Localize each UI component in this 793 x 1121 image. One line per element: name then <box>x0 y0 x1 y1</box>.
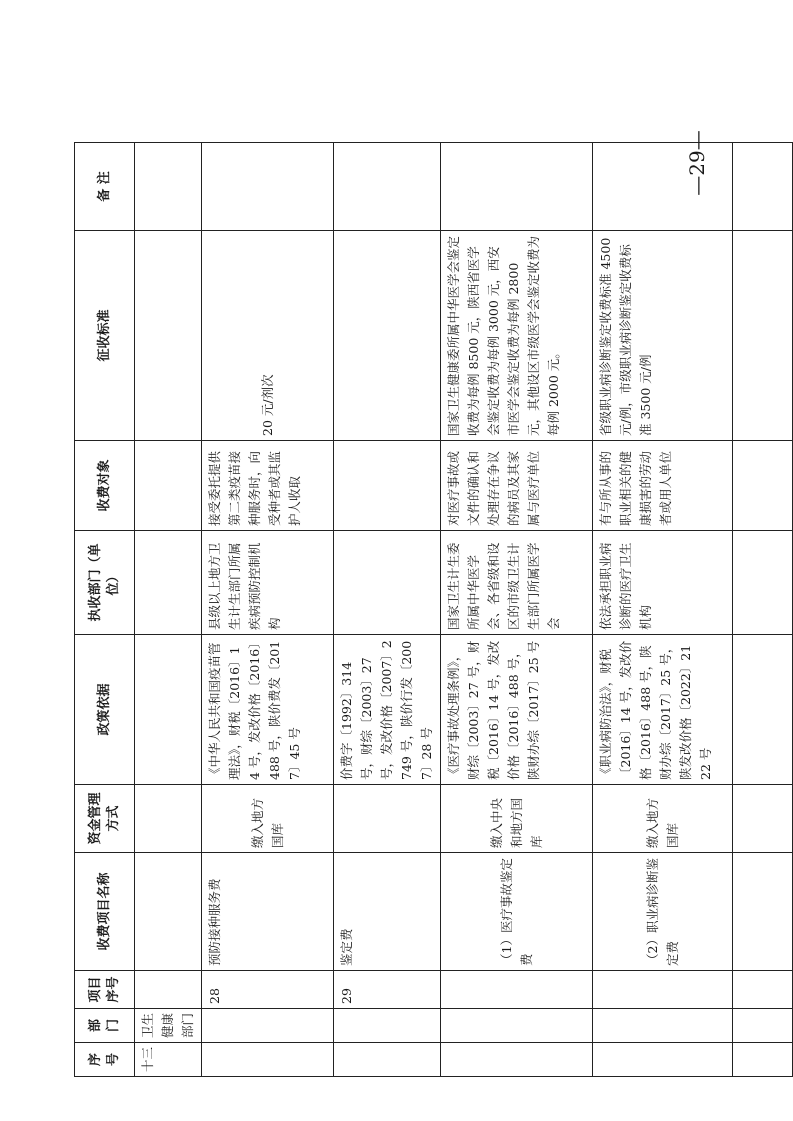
cell-policy: 《中华人民共和国疫苗管理法》，财税〔2016〕14 号，发改价格〔2016〕488 号，陕价费发〔2017〕45 号 <box>202 635 334 785</box>
cell-empty <box>135 231 202 441</box>
header-seq: 序号 <box>75 1043 135 1077</box>
header-dept: 部门 <box>75 1009 135 1043</box>
table-header-row <box>75 143 135 1077</box>
header-name: 收费项目名称 <box>75 853 135 971</box>
table-row <box>202 143 334 1077</box>
cell-empty <box>733 1009 793 1043</box>
cell-name: 预防接种服务费 <box>202 853 334 971</box>
cell-unit <box>334 531 441 635</box>
section-seq: 十三 <box>135 1043 202 1077</box>
cell-seq <box>202 1043 334 1077</box>
cell-policy: 《医疗事故处理条例》，财综〔2003〕27 号，财税〔2016〕14 号，发改价格〔2016〕488 号，陕财办综〔2017〕25 号 <box>441 635 593 785</box>
cell-empty <box>733 1043 793 1077</box>
cell-empty <box>733 853 793 971</box>
cell-fund <box>334 785 441 853</box>
cell-empty <box>733 531 793 635</box>
cell-empty <box>733 635 793 785</box>
header-payer: 收费对象 <box>75 441 135 531</box>
table-row <box>593 143 733 1077</box>
cell-empty <box>135 853 202 971</box>
cell-payer <box>334 441 441 531</box>
rotated-table-container <box>74 130 760 1077</box>
page-number: —29— <box>685 130 709 196</box>
table-row <box>733 143 793 1077</box>
cell-empty <box>135 441 202 531</box>
cell-empty <box>733 441 793 531</box>
fee-table <box>74 130 793 1077</box>
cell-empty <box>135 785 202 853</box>
cell-standard: 20 元/剂次 <box>202 231 334 441</box>
cell-standard: 省级职业病诊断鉴定收费标准 4500 元/例，市级职业病诊断鉴定收费标准 3500 元/例 <box>593 231 733 441</box>
cell-note <box>334 143 441 231</box>
header-fund: 资金管理方式 <box>75 785 135 853</box>
cell-empty <box>733 971 793 1009</box>
cell-unit: 县级以上地方卫生计生部门所属疾病预防控制机构 <box>202 531 334 635</box>
cell-name: 鉴定费 <box>334 853 441 971</box>
cell-note <box>441 143 593 231</box>
cell-standard <box>334 231 441 441</box>
cell-name: （2）职业病诊断鉴定费 <box>593 853 733 971</box>
table-row <box>334 143 441 1077</box>
cell-empty <box>135 143 202 231</box>
cell-payer: 接受委托提供第二类疫苗接种服务时，向受种者或其监护人收取 <box>202 441 334 531</box>
cell-item-no: 29 <box>334 971 441 1009</box>
cell-payer: 有与所从事的职业相关的健康损害的劳动者或用人单位 <box>593 441 733 531</box>
cell-dept <box>441 1009 593 1043</box>
cell-empty <box>733 231 793 441</box>
cell-dept <box>202 1009 334 1043</box>
cell-note <box>202 143 334 231</box>
header-policy: 政策依据 <box>75 635 135 785</box>
cell-empty <box>733 143 793 231</box>
cell-unit: 国家卫生计生委所属中华医学会、各省级和设区的市级卫生计生部门所属医学会 <box>441 531 593 635</box>
table-row <box>135 143 202 1077</box>
cell-unit: 依法承担职业病诊断的医疗卫生机构 <box>593 531 733 635</box>
cell-empty <box>135 971 202 1009</box>
header-item-no: 项目序号 <box>75 971 135 1009</box>
table-row <box>441 143 593 1077</box>
cell-seq <box>441 1043 593 1077</box>
header-standard: 征收标准 <box>75 231 135 441</box>
cell-seq <box>593 1043 733 1077</box>
cell-name: （1）医疗事故鉴定费 <box>441 853 593 971</box>
cell-fund: 缴入地方国库 <box>202 785 334 853</box>
cell-standard: 国家卫生健康委所属中华医学会鉴定收费为每例 8500 元，陕西省医学会鉴定收费为每例 3000 元，西安市医学会鉴定收费为每例 2800 元，其他设区市级医学会鉴定收费为每例 2000 元。 <box>441 231 593 441</box>
section-dept: 卫生健康部门 <box>135 1009 202 1043</box>
cell-fund: 缴入地方国库 <box>593 785 733 853</box>
cell-dept <box>593 1009 733 1043</box>
cell-empty <box>733 785 793 853</box>
cell-item-no <box>441 971 593 1009</box>
cell-item-no <box>593 971 733 1009</box>
cell-policy: 价费字〔1992〕314 号，财综〔2003〕27 号，发改价格〔2007〕2749 号，陕价行发〔2007〕28 号 <box>334 635 441 785</box>
cell-item-no: 28 <box>202 971 334 1009</box>
cell-dept <box>334 1009 441 1043</box>
cell-fund: 缴入中央和地方国库 <box>441 785 593 853</box>
cell-policy: 《职业病防治法》，财税〔2016〕14 号，发改价格〔2016〕488 号，陕财办综〔2017〕25 号，陕发改价格〔2022〕2122 号 <box>593 635 733 785</box>
cell-seq <box>334 1043 441 1077</box>
cell-payer: 对医疗事故或文件的确认和处理存在争议的病员及其家属与医疗单位 <box>441 441 593 531</box>
cell-empty <box>135 635 202 785</box>
cell-empty <box>135 531 202 635</box>
header-unit: 执收部门（单位） <box>75 531 135 635</box>
header-note: 备 注 <box>75 143 135 231</box>
